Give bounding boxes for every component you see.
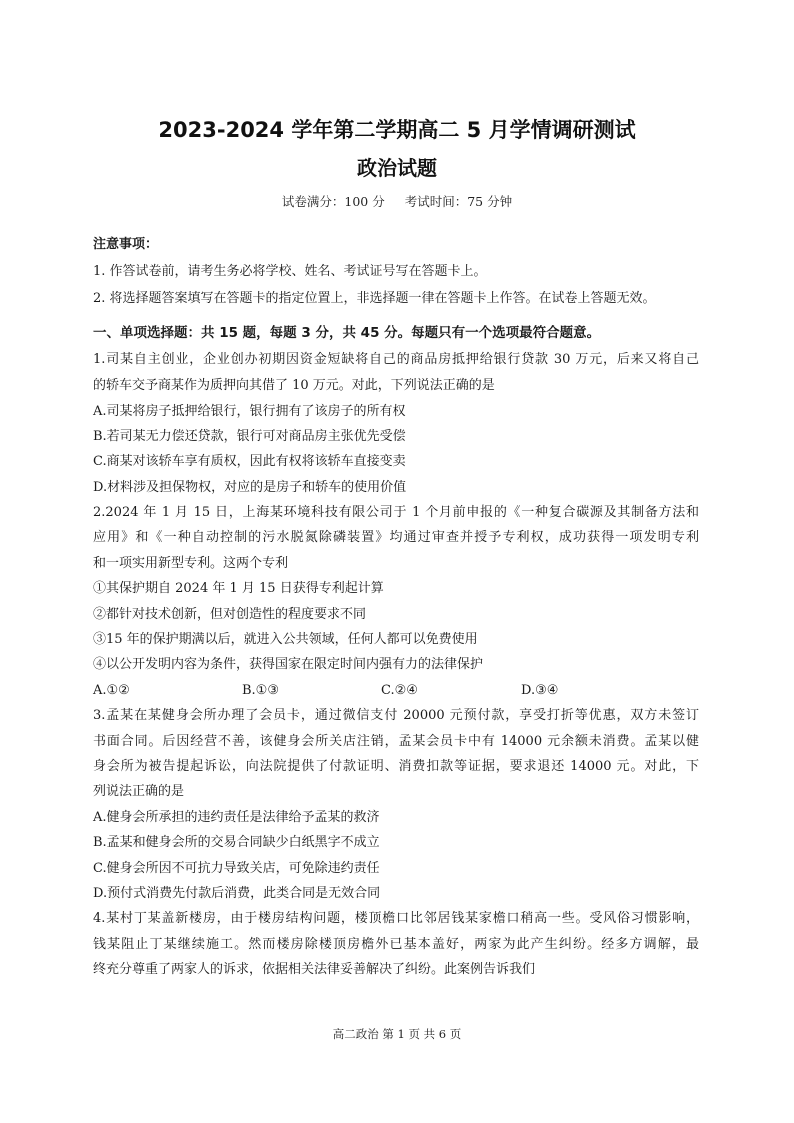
exam-title: 2023-2024 学年第二学期高二 5 月学情调研测试: [158, 118, 636, 142]
q2-stem-line: 和一项实用新型专利。这两个专利: [93, 556, 289, 571]
exam-meta: [0, 192, 794, 210]
q3-stem-line: 3.孟某在某健身会所办理了会员卡，通过微信支付 20000 元预付款，享受打折等优惠，双方未签订: [93, 708, 699, 723]
notice-heading: 注意事项：: [93, 237, 159, 252]
q1-stem-line: 1.司某自主创业，企业创办初期因资金短缺将自己的商品房抵押给银行贷款 30 万元，后来又将自己: [93, 352, 699, 367]
q3-stem-line: 身会所为被告提起诉讼，向法院提供了付款证明、消费扣款等证据，要求退还 14000 元。对此，下: [93, 759, 699, 774]
q2-statement: ②都针对技术创新，但对创造性的程度要求不同: [93, 607, 367, 622]
q2-option-c: C.②④: [381, 683, 418, 698]
q3-stem-line: 书面合同。后因经营不善，该健身会所关店注销，孟某会员卡中有 14000 元余额未消费。孟某以健: [93, 734, 699, 749]
q4-stem-line: 4.某村丁某盖新楼房，由于楼房结构问题，楼顶檐口比邻居钱某家檐口稍高一些。受风俗习惯影响，: [93, 911, 699, 926]
notice-item: 2. 将选择题答案填写在答题卡的指定位置上，非选择题一律在答题卡上作答。在试卷上答题无效。: [93, 291, 656, 306]
q2-statement: ①其保护期自 2024 年 1 月 15 日获得专利起计算: [93, 581, 384, 596]
q1-option-a: A.司某将房子抵押给银行，银行拥有了该房子的所有权: [93, 404, 406, 419]
page-footer: 高二政治 第 1 页 共 6 页: [332, 1027, 462, 1041]
subject-title: 政治试题: [357, 156, 437, 180]
q2-statement: ③15 年的保护期满以后，就进入公共领域，任何人都可以免费使用: [93, 632, 478, 647]
q3-option-b: B.孟某和健身会所的交易合同缺少白纸黑字不成立: [93, 835, 380, 850]
q3-option-a: A.健身会所承担的违约责任是法律给予孟某的救济: [93, 810, 380, 825]
q4-stem-line: 终充分尊重了两家人的诉求，依据相关法律妥善解决了纠纷。此案例告诉我们: [93, 962, 536, 977]
q2-option-a: A.①②: [93, 683, 130, 698]
q3-option-d: D.预付式消费先付款后消费，此类合同是无效合同: [93, 886, 381, 901]
section-heading: 一、单项选择题：共 15 题，每题 3 分，共 45 分。每题只有一个选项最符合题意。: [93, 325, 601, 341]
q2-option-b: B.①③: [242, 683, 279, 698]
q1-option-b: B.若司某无力偿还贷款，银行可对商品房主张优先受偿: [93, 429, 406, 444]
q2-stem-line: 2.2024 年 1 月 15 日，上海某环境科技有限公司于 1 个月前申报的《一种复合碳源及其制备方法和: [93, 505, 699, 520]
exam-time: 考试时间：75 分钟: [404, 194, 513, 209]
q1-option-d: D.材料涉及担保物权，对应的是房子和轿车的使用价值: [93, 480, 407, 495]
q2-stem-line: 应用》和《一种自动控制的污水脱氮除磷装置》均通过审查并授予专利权，成功获得一项发明专利: [93, 530, 699, 545]
q4-stem-line: 钱某阻止丁某继续施工。然而楼房除楼顶房檐外已基本盖好，两家为此产生纠纷。经多方调解，最: [93, 937, 699, 952]
q2-option-d: D.③④: [521, 683, 559, 698]
q2-statement: ④以公开发明内容为条件，获得国家在限定时间内强有力的法律保护: [93, 657, 484, 672]
q1-stem-line: 的轿车交予商某作为质押向其借了 10 万元。对此，下列说法正确的是: [93, 378, 495, 393]
q3-option-c: C.健身会所因不可抗力导致关店，可免除违约责任: [93, 861, 380, 876]
q1-option-c: C.商某对该轿车享有质权，因此有权将该轿车直接变卖: [93, 454, 406, 469]
full-score: 试卷满分：100 分: [281, 194, 385, 209]
notice-item: 1. 作答试卷前，请考生务必将学校、姓名、考试证号写在答题卡上。: [93, 264, 487, 279]
q3-stem-line: 列说法正确的是: [93, 784, 185, 799]
